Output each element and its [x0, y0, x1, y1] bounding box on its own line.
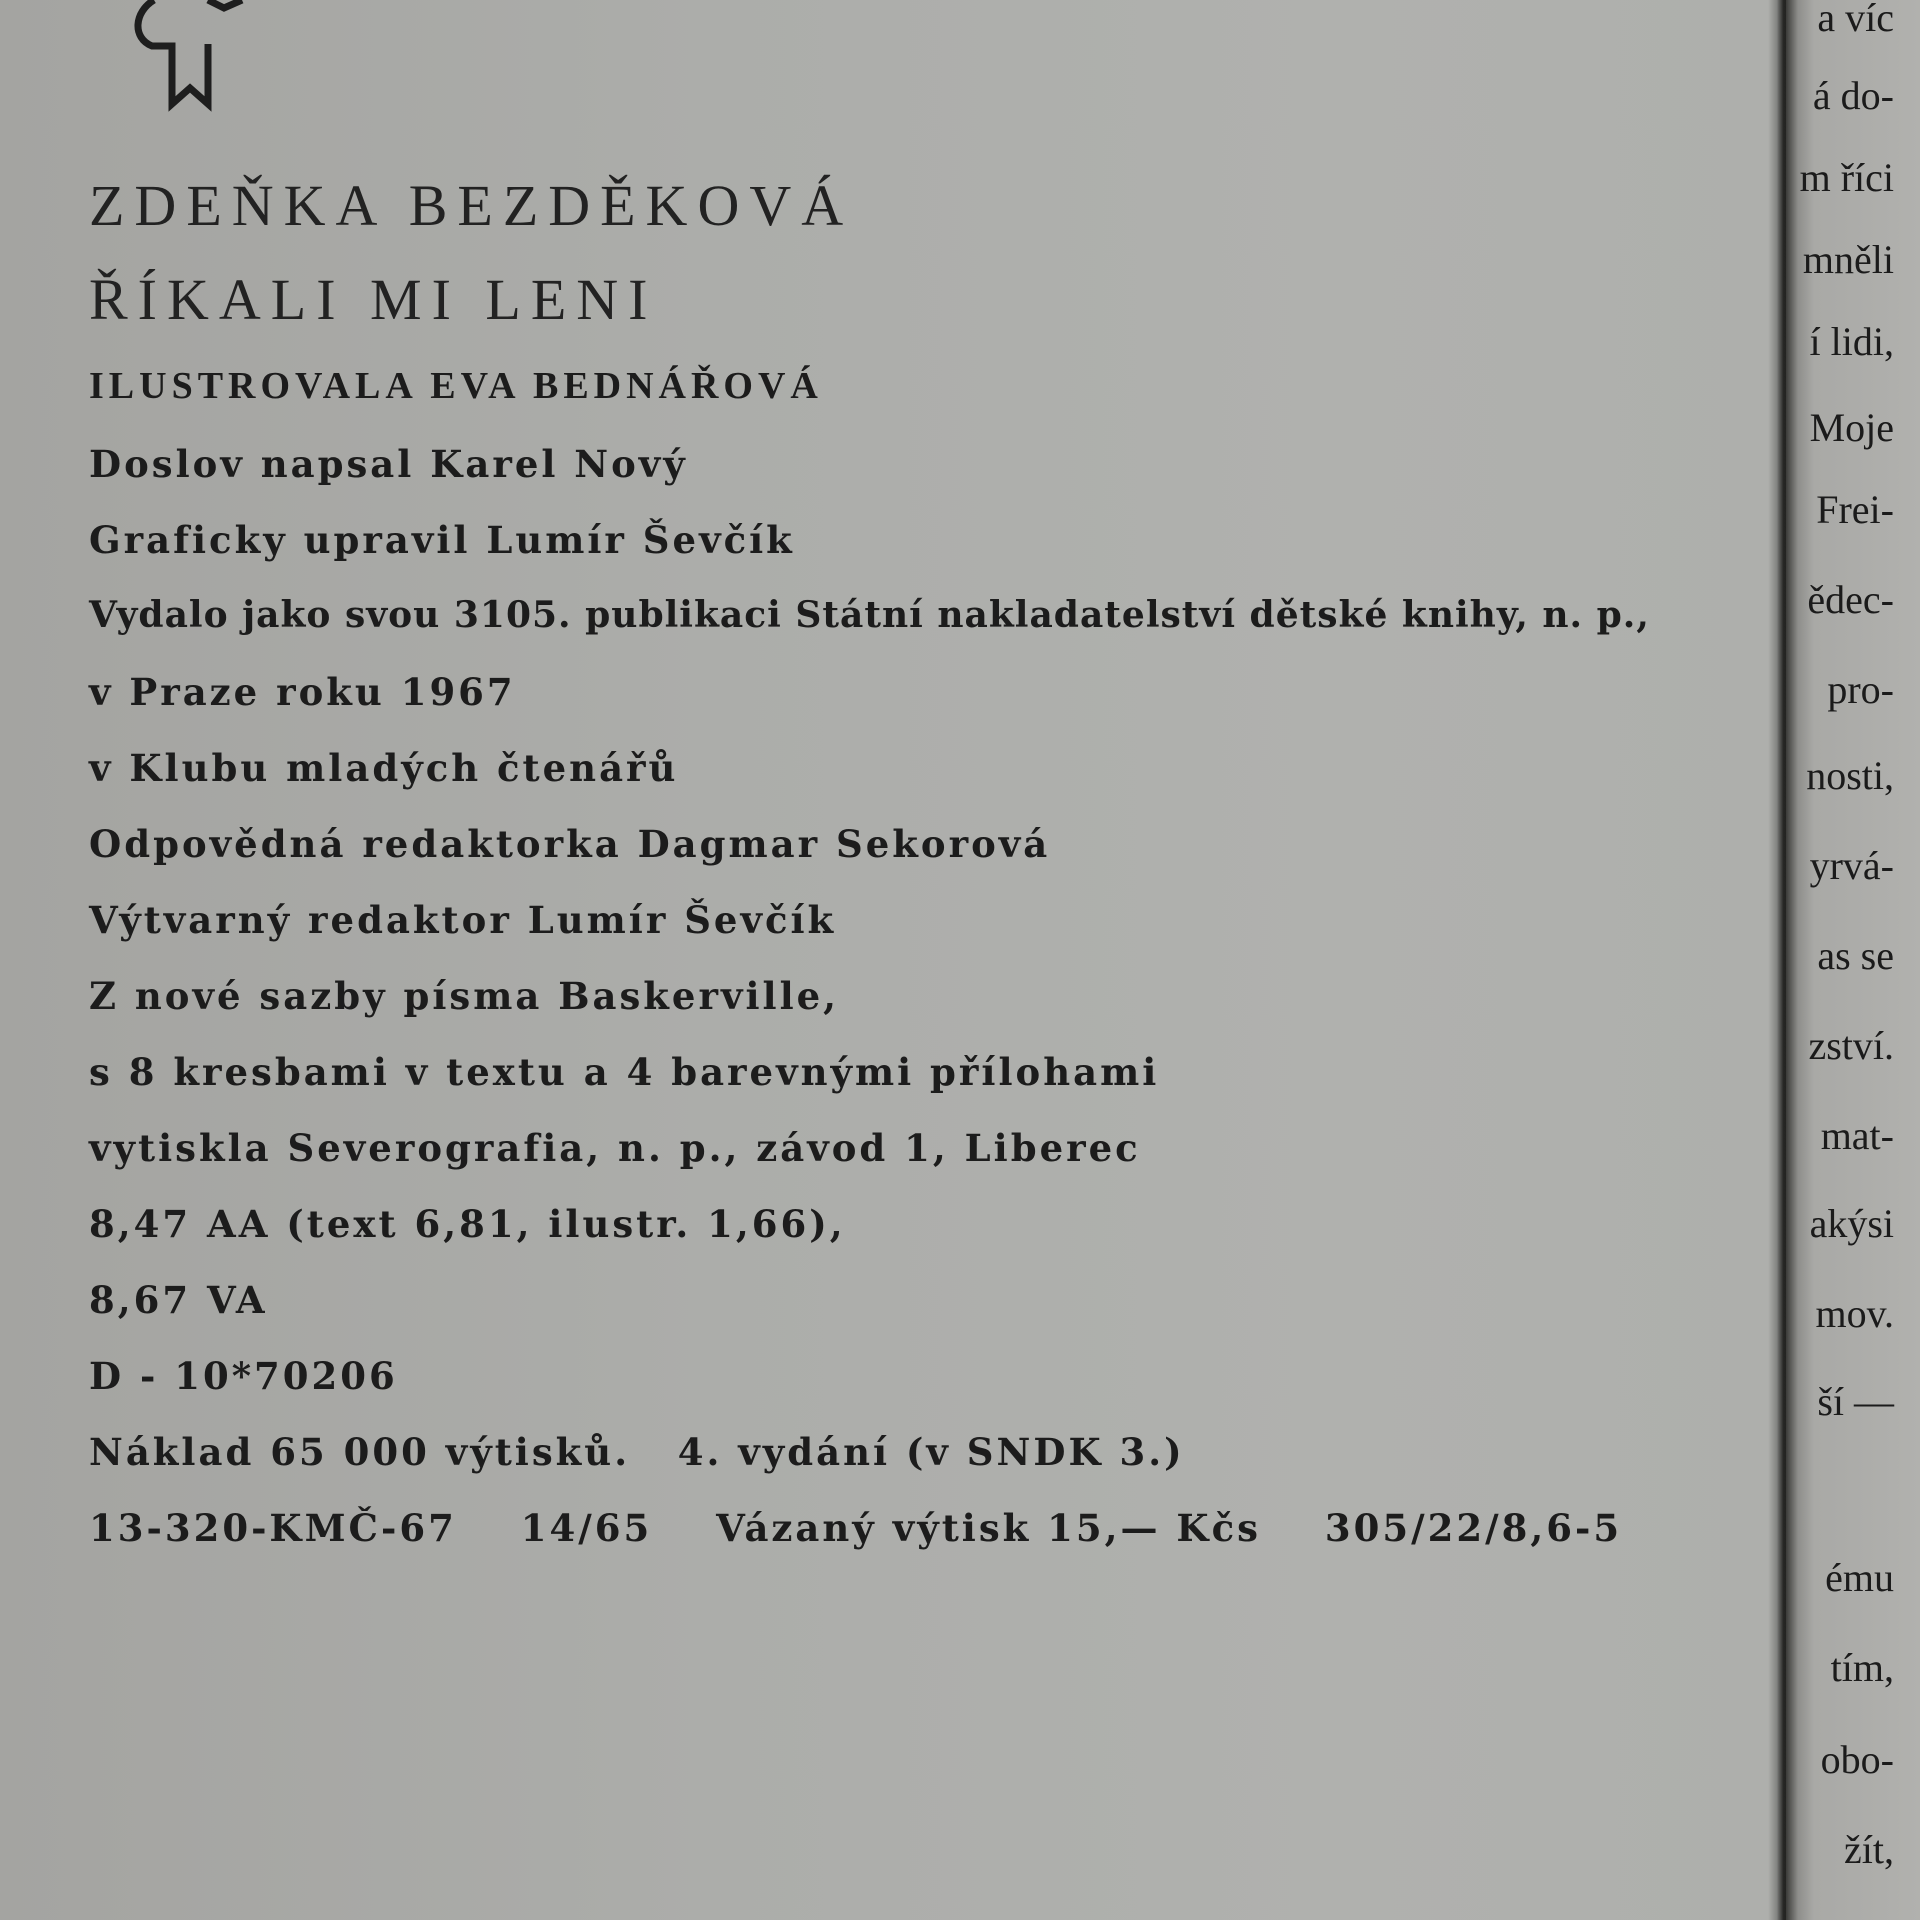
text-fragment: mat- [1820, 1113, 1894, 1158]
club-line: v Klubu mladých čtenářů [89, 746, 679, 790]
text-fragment: ému [1825, 1555, 1894, 1600]
printer-line: vytiskla Severografia, n. p., závod 1, Liberec [89, 1126, 1141, 1170]
text-fragment: ší — [1817, 1379, 1894, 1424]
text-fragment: a víc [1817, 0, 1894, 40]
text-fragment: ědec- [1807, 577, 1894, 622]
text-fragment: á do- [1812, 73, 1894, 118]
author-name: ZDEŇKA BEZDĚKOVÁ [89, 173, 854, 238]
art-editor-credit: Výtvarný redaktor Lumír Ševčík [89, 898, 837, 942]
editor-credit: Odpovědná redaktorka Dagmar Sekorová [89, 822, 1051, 866]
text-fragment: Frei- [1816, 487, 1894, 532]
afterword-credit: Doslov napsal Karel Nový [89, 442, 688, 486]
text-fragment: Moje [1809, 405, 1894, 450]
print-run-line: Náklad 65 000 výtisků. 4. vydání (v SNDK 3.) [89, 1430, 1185, 1474]
text-fragment: obo- [1820, 1737, 1894, 1782]
text-fragment: yrvá- [1809, 843, 1894, 888]
illustrator-credit: ILUSTROVALA EVA BEDNÁŘOVÁ [89, 365, 823, 407]
text-fragment: tím, [1830, 1645, 1894, 1690]
catalog-fraction: 14/65 [520, 1506, 653, 1550]
book-title: ŘÍKALI MI LENI [89, 267, 658, 332]
text-fragment: akýsi [1809, 1201, 1894, 1246]
graphic-design-credit: Graficky upravil Lumír Ševčík [89, 518, 795, 562]
va-line: 8,67 VA [89, 1278, 268, 1322]
code-tail: 305/22/8,6-5 [1324, 1506, 1623, 1550]
d-code-line: D - 10*70206 [89, 1354, 398, 1398]
catalog-code: 13-320-KMČ-67 [89, 1506, 457, 1550]
aa-line: 8,47 AA (text 6,81, ilustr. 1,66), [89, 1202, 846, 1246]
adjacent-page-edge [1786, 0, 1920, 1920]
text-fragment: m říci [1799, 155, 1894, 200]
illustrations-line: s 8 kresbami v textu a 4 barevnými přílohami [89, 1050, 1160, 1094]
place-year-line: v Praze roku 1967 [89, 670, 516, 714]
publisher-logo-icon [124, 0, 254, 112]
text-fragment: í lidi, [1809, 319, 1894, 364]
text-fragment: nosti, [1806, 753, 1894, 798]
typeface-line: Z nové sazby písma Baskerville, [89, 974, 840, 1018]
price: Vázaný výtisk 15,— Kčs [716, 1506, 1261, 1550]
text-fragment: as se [1817, 933, 1894, 978]
publisher-line: Vydalo jako svou 3105. publikaci Státní nakladatelství dětské knihy, n. p., [89, 594, 1650, 636]
catalog-line [89, 1506, 1622, 1550]
text-fragment: mov. [1815, 1291, 1894, 1336]
text-fragment: mněli [1802, 237, 1894, 282]
text-fragment: zství. [1808, 1023, 1894, 1068]
text-fragment: žít, [1844, 1827, 1894, 1872]
text-fragment: pro- [1827, 667, 1894, 712]
